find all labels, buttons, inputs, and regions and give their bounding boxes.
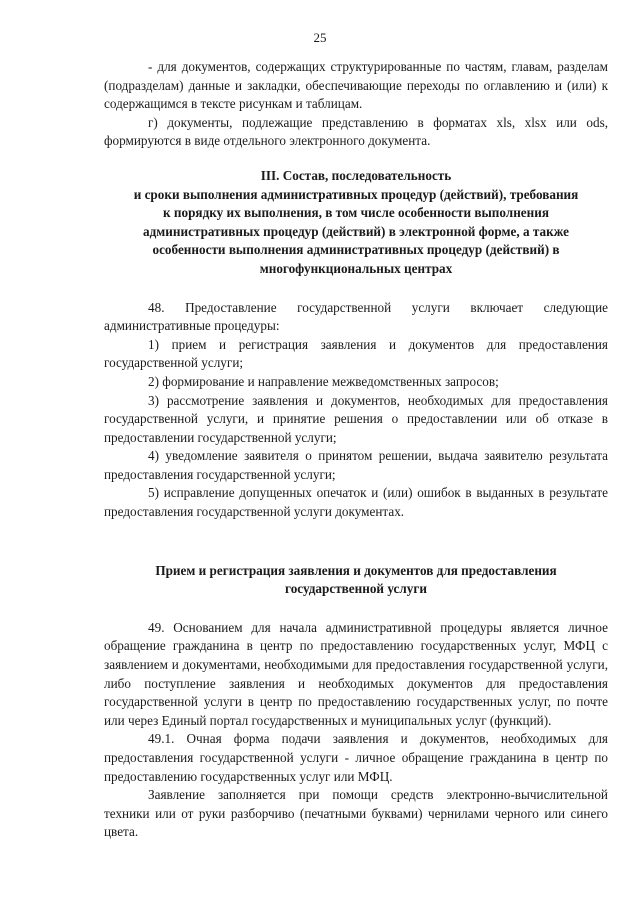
paragraph: - для документов, содержащих структурированные по частям, главам, разделам (подразделам) данные и закладки, обеспечивающие переходы по оглавлению и (или) к содержащимся в тексте рисункам и таблицам. — [104, 59, 608, 112]
heading-line: многофункциональных центрах — [259, 260, 453, 276]
list-item: 1) прием и регистрация заявления и документов для предоставления государственной услуги; — [104, 336, 608, 371]
heading-line: Прием и регистрация заявления и документов для предоставления — [155, 562, 557, 578]
paragraph: 48. Предоставление государственной услуги включает следующие административные процедуры: — [104, 299, 608, 334]
heading-line: III. Состав, последовательность — [260, 167, 452, 183]
paragraph: 49. Основанием для начала административной процедуры является личное обращение гражданина в центр по предоставлению государственных услуг, МФЦ с заявлением и документами, необходимыми для предоставления государственной услуги, либо поступление заявления и необходимых документов для предоставления государственной услуги в центр по предоставлению государственных услуг, по почте или через Единый портал государственных и муниципальных услуг (функций). — [104, 619, 608, 728]
list-item: 2) формирование и направление межведомственных запросов; — [148, 373, 499, 389]
paragraph: Заявление заполняется при помощи средств электронно-вычислительной техники или от руки разборчиво (печатными буквами) чернилами черного или синего цвета. — [104, 787, 608, 840]
section-heading — [104, 167, 608, 279]
document-body — [104, 58, 608, 842]
list-item: 5) исправление допущенных опечаток и (или) ошибок в выданных в результате предоставления государственной услуги документах. — [104, 485, 608, 520]
paragraph: г) документы, подлежащие представлению в форматах xls, xlsx или ods, формируются в виде отдельного электронного документа. — [104, 114, 608, 149]
heading-line: и сроки выполнения административных процедур (действий), требования — [133, 186, 579, 202]
page-number: 25 — [313, 30, 327, 45]
heading-line: особенности выполнения административных процедур (действий) в — [152, 242, 560, 258]
list-item: 3) рассмотрение заявления и документов, необходимых для предоставления государственной услуги, и принятие решения о предоставлении или об отказе в предоставлении государственной услуги; — [104, 392, 608, 445]
heading-line: государственной услуги — [285, 581, 427, 597]
subsection-heading — [104, 562, 608, 599]
paragraph: 49.1. Очная форма подачи заявления и документов, необходимых для предоставления государственной услуги - личное обращение гражданина в центр по предоставлению государственных услуг или МФЦ. — [104, 731, 608, 784]
list-item: 4) уведомление заявителя о принятом решении, выдача заявителю результата предоставления государственной услуги; — [104, 448, 608, 482]
heading-line: к порядку их выполнения, в том числе особенности выполнения — [163, 205, 549, 221]
heading-line: административных процедур (действий) в электронной форме, а также — [143, 223, 569, 239]
